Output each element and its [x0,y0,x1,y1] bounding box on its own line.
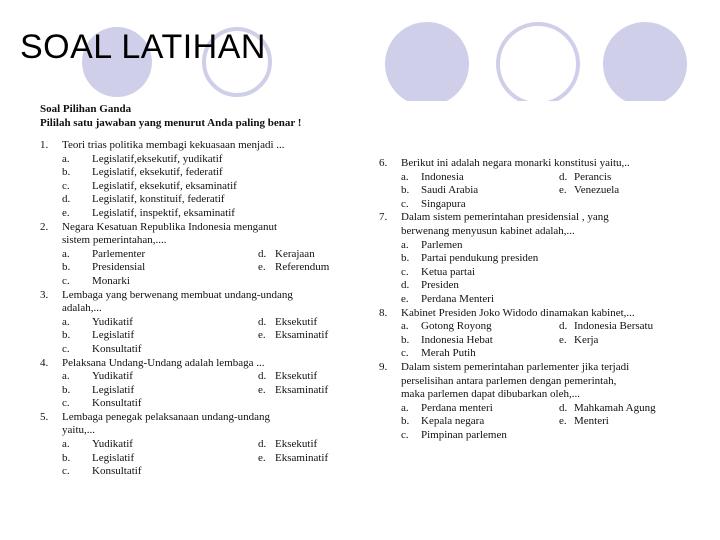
option-letter: b. [62,261,71,274]
option-text: Singapura [421,197,466,210]
answer-options [62,316,370,357]
answer-option [62,166,370,180]
option-text: Legislatif, eksekutif, eksaminatif [92,179,237,192]
option-letter: d. [559,401,568,414]
question-text [62,139,370,153]
option-text: Presidensial [92,261,146,274]
option-letter: d. [258,370,267,383]
question-text [401,361,704,402]
option-text: Yudikatif [92,370,133,383]
question-item [379,361,704,443]
question-text-line: yaitu,... [62,424,95,437]
answer-option-row [401,402,704,416]
answer-option-row [401,171,704,185]
option-letter: b. [62,166,71,179]
answer-options [401,171,704,212]
question-number: 8. [379,306,388,319]
option-text: Indonesia Bersatu [574,320,654,333]
question-text-line: berwenang menyusun kabinet adalah,... [401,224,575,237]
question-text-line: Negara Kesatuan Republika Indonesia menganut [62,220,278,233]
question-item [40,289,370,357]
option-text: Legislatif, inspektif, eksaminatif [92,206,235,219]
option-letter: d. [258,247,267,260]
option-text: Eksaminatif [275,451,329,464]
question-item [379,307,704,361]
option-text: Partai pendukung presiden [421,252,539,265]
option-text: Pimpinan parlemen [421,428,507,441]
question-item [40,411,370,479]
option-text: Parlemen [421,238,463,251]
question-number: 3. [40,288,49,301]
option-text: Konsultatif [92,342,142,355]
option-letter: c. [62,179,70,192]
worksheet-header [40,103,301,130]
answer-option-row [62,275,370,289]
option-text: Ketua partai [421,265,476,278]
question-item [40,139,370,221]
option-letter: d. [62,193,71,206]
answer-option [401,266,704,280]
question-text-line: Pelaksana Undang-Undang adalah lembaga ... [62,356,265,369]
answer-option [62,193,370,207]
option-letter: e. [258,261,266,274]
option-letter: b. [401,184,410,197]
option-letter: e. [401,292,409,305]
option-text: Legislatif, konstituif, federatif [92,193,225,206]
answer-option-row [401,320,704,334]
answer-options [62,153,370,221]
option-letter: a. [62,247,70,260]
question-text-line: Kabinet Presiden Joko Widodo dinamakan kabinet,... [401,306,635,319]
option-letter: b. [62,383,71,396]
answer-option [62,153,370,167]
option-text: Eksekutif [275,438,318,451]
option-text: Legislatif, eksekutif, federatif [92,166,223,179]
question-item [379,157,704,211]
option-text: Monarki [92,274,130,287]
option-letter: e. [559,333,567,346]
option-letter: d. [258,315,267,328]
question-item [379,211,704,306]
question-text-line: Berikut ini adalah negara monarki konstitusi yaitu,.. [401,157,630,169]
option-text: Saudi Arabia [421,184,479,197]
option-letter: a. [62,315,70,328]
question-text [62,289,370,316]
option-text: Merah Putih [421,347,476,360]
questions-column-right [379,157,704,442]
answer-option-row [401,334,704,348]
answer-options [401,320,704,361]
option-letter: b. [62,451,71,464]
answer-option-row [62,370,370,384]
option-letter: b. [401,415,410,428]
question-number: 1. [40,139,49,151]
option-letter: c. [62,465,70,478]
question-text [401,307,704,321]
question-number: 4. [40,356,49,369]
answer-option-row [62,452,370,466]
answer-option-row [401,429,704,443]
option-text: Eksaminatif [275,383,329,396]
option-letter: d. [559,170,568,183]
question-text [62,221,370,248]
decor-circle-2 [385,22,469,106]
option-text: Referendum [275,261,330,274]
slide-title: SOAL LATIHAN [20,28,266,66]
option-letter: a. [62,438,70,451]
answer-option-row [401,347,704,361]
answer-option-row [62,248,370,262]
answer-option-row [62,343,370,357]
option-text: Eksekutif [275,370,318,383]
option-text: Legislatif [92,451,135,464]
option-text: Parlementer [92,247,146,260]
question-item [40,357,370,411]
option-text: Perdana menteri [421,401,493,414]
option-letter: d. [258,438,267,451]
instruction-text: Pililah satu jawaban yang menurut Anda paling benar ! [40,116,302,129]
option-letter: a. [401,320,409,333]
option-letter: c. [62,342,70,355]
answer-option-row [62,316,370,330]
answer-option [401,293,704,307]
answer-option-row [62,438,370,452]
option-letter: c. [401,265,409,278]
option-letter: e. [258,329,266,342]
option-text: Kerja [574,333,599,346]
option-text: Presiden [421,279,459,292]
answer-options [62,370,370,411]
answer-option-row [62,261,370,275]
option-letter: e. [559,415,567,428]
question-text-line: maka parlemen dapat dibubarkan oleh,... [401,388,580,401]
option-text: Perancis [574,170,612,183]
answer-options [62,248,370,289]
question-text-line: Teori trias politika membagi kekuasaan menjadi ... [62,139,285,151]
option-text: Legislatif [92,383,135,396]
option-letter: e. [62,206,70,219]
option-text: Konsultatif [92,465,142,478]
question-number: 7. [379,211,388,224]
option-text: Kerajaan [275,247,315,260]
option-text: Mahkamah Agung [574,401,656,414]
question-number: 6. [379,157,388,169]
question-text-line: sistem pemerintahan,.... [62,234,167,247]
option-letter: c. [401,347,409,360]
answer-option [401,252,704,266]
answer-option [62,180,370,194]
option-letter: a. [401,401,409,414]
option-text: Indonesia [421,170,464,183]
question-number: 9. [379,360,388,373]
answer-options [401,402,704,443]
questions-column-left [40,139,370,479]
question-number: 2. [40,220,49,233]
answer-options [401,239,704,307]
option-text: Eksekutif [275,315,318,328]
answer-option [401,279,704,293]
option-letter: a. [62,370,70,383]
question-text [401,211,704,238]
option-text: Venezuela [574,184,620,197]
option-text: Kepala negara [421,415,485,428]
answer-options [62,438,370,479]
answer-option-row [62,384,370,398]
question-text-line: perselisihan antara parlemen dengan pemerintah, [401,374,617,387]
option-text: Yudikatif [92,438,133,451]
decor-ring-2 [496,22,580,106]
option-letter: a. [62,152,70,165]
answer-option-row [62,397,370,411]
option-letter: c. [401,428,409,441]
option-letter: a. [401,170,409,183]
option-text: Yudikatif [92,315,133,328]
option-letter: e. [258,451,266,464]
question-text-line: Dalam sistem pemerintahan presidensial , yang [401,211,609,224]
option-letter: b. [401,333,410,346]
answer-option-row [62,465,370,479]
question-text-line: Lembaga yang berwenang membuat undang-undang [62,288,293,301]
question-text [62,357,370,371]
answer-option-row [401,198,704,212]
option-text: Perdana Menteri [421,292,494,305]
answer-option-row [62,329,370,343]
answer-option-row [401,184,704,198]
question-number: 5. [40,410,49,423]
question-item [40,221,370,289]
option-text: Konsultatif [92,397,142,410]
option-letter: b. [62,329,71,342]
option-letter: c. [62,274,70,287]
option-letter: e. [258,383,266,396]
answer-option [62,207,370,221]
section-heading: Soal Pilihan Ganda [40,103,132,115]
option-letter: e. [559,184,567,197]
decor-circle-3 [603,22,687,106]
option-text: Legislatif,eksekutif, yudikatif [92,152,223,165]
question-text-line: Lembaga penegak pelaksanaan undang-undang [62,410,270,423]
answer-option-row [401,415,704,429]
question-text [401,157,704,171]
option-text: Indonesia Hebat [421,333,493,346]
option-letter: d. [401,279,410,292]
option-letter: d. [559,320,568,333]
option-text: Gotong Royong [421,320,492,333]
question-text [62,411,370,438]
option-letter: b. [401,252,410,265]
option-letter: a. [401,238,409,251]
option-letter: c. [62,397,70,410]
option-text: Menteri [574,415,609,428]
question-text-line: adalah,... [62,302,102,315]
option-text: Legislatif [92,329,135,342]
answer-option [401,239,704,253]
option-letter: c. [401,197,409,210]
worksheet-image [36,101,704,505]
option-text: Eksaminatif [275,329,329,342]
question-text-line: Dalam sistem pemerintahan parlementer jika terjadi [401,360,630,373]
